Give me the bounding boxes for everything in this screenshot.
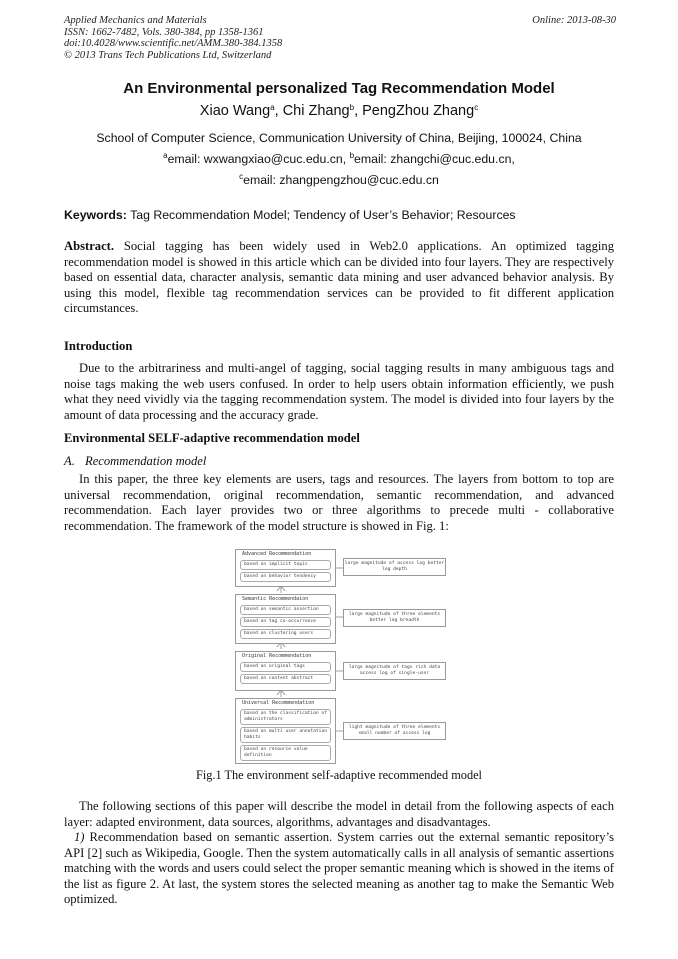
algorithm-item: based on content abstract [240, 674, 331, 684]
item-number: 1) [74, 830, 85, 844]
layer-title: Semantic Recommendaion [242, 596, 309, 602]
abstract [64, 239, 614, 317]
figure-caption: Fig.1 The environment self-adaptive recommended model [196, 768, 482, 782]
email: email: zhangchi@cuc.edu.cn, [354, 152, 515, 166]
author-mark: b [349, 103, 355, 112]
online-date: Online: 2013-08-30 [532, 15, 616, 26]
algorithm-item: based on clustering users [240, 629, 331, 639]
journal-header [64, 15, 282, 61]
following-paragraph: The following sections of this paper will describe the model in detail from the following aspects of each layer: adapted environment, data sources, algorithms, advantages and disadvantages. [64, 799, 614, 829]
doi-line: doi:10.4028/www.scientific.net/AMM.380-384.1358 [64, 38, 283, 49]
intro-paragraph: Due to the arbitrariness and multi-angel of tagging, social tagging results in many ambiguous tags and noise tags making the web users confused. In order to help users obtain information efficiently, we push what they need vividly via the tagging recommendation system. The model is divided into four layers by the amount of data processing and the accuracy grade. [64, 361, 614, 422]
email-line-2 [0, 173, 678, 187]
author-name: Chi Zhang [282, 103, 350, 119]
algorithm-item: based on original tags [240, 662, 331, 672]
layer-note: light magnitude of three elements small number of access log [343, 722, 446, 740]
layer-advanced [235, 549, 336, 587]
figure-1 [230, 545, 450, 765]
item-text: Recommendation based on semantic assertion. System carries out the external semantic repository’s API [2] such as Wikipedia, Google. Then the system automatically calls in all analysis of semantic assertions matching with the words and users could select the proper semantic meaning which is showed in the items of the list as figure 2. At last, the system stores the selected meaning as another tag to make the Semantic Web optimized. [64, 830, 614, 907]
subsection-heading [64, 454, 206, 469]
subsection-title: Recommendation model [85, 454, 207, 468]
layer-original [235, 651, 336, 691]
algorithm-item: based on the classification of administrators [240, 709, 331, 725]
author-list: Xiao Wang$^a$, Chi Zhang$^b$, PengZhou Zhang$^c$ [199, 103, 479, 119]
author-mark: a [270, 103, 275, 112]
journal-name: Applied Mechanics and Materials [64, 15, 207, 26]
algorithm-item: based on multi user annotation habits [240, 727, 331, 743]
layer-note: large magnitude of tags rich data access log of single-user [343, 662, 446, 680]
issn-line: ISSN: 1662-7482, Vols. 380-384, pp 1358-1361 [64, 26, 264, 38]
abstract-label: Abstract. [64, 239, 115, 253]
keywords [64, 208, 516, 222]
affiliation: School of Computer Science, Communication University of China, Beijing, 100024, China [96, 131, 582, 145]
algorithm-item: based on behavior tendency [240, 572, 331, 582]
email-mark: a [163, 151, 168, 160]
algorithm-item: based on semantic assertion [240, 605, 331, 615]
layer-note: large magnitude of three elements better log breadth [343, 609, 446, 627]
paper-title: An Environmental personalized Tag Recommendation Model [123, 80, 555, 97]
numbered-item-1 [64, 830, 614, 908]
email-mark: b [349, 151, 355, 160]
keywords-label: Keywords: [64, 208, 127, 222]
author-mark: c [474, 103, 479, 112]
layer-title: Universal Recommendation [242, 700, 315, 706]
layer-semantic [235, 594, 336, 644]
keywords-text: Tag Recommendation Model; Tendency of User’s Behavior; Resources [130, 208, 516, 222]
layer-title: Advanced Recommendation [242, 551, 312, 557]
algorithm-item: based on tag co-occurrence [240, 617, 331, 627]
section-paragraph: In this paper, the three key elements are users, tags and resources. The layers from bottom to top are universal recommendation, original recommendation, semantic recommendation, and advanced recommendation. Each layer provides two or three algorithms to precede multi - collaborative recommendation. The framework of the model structure is showed in Fig. 1: [64, 472, 614, 533]
algorithm-item: based on resource value definition [240, 745, 331, 761]
layer-universal [235, 698, 336, 764]
email: email: wxwangxiao@cuc.edu.cn, [167, 152, 347, 166]
section-heading: Environmental SELF-adaptive recommendation model [64, 431, 360, 445]
email: email: zhangpengzhou@cuc.edu.cn [243, 173, 439, 187]
algorithm-item: based on implicit topic [240, 560, 331, 570]
email-line-1 [0, 152, 678, 166]
layer-note: large magnitude of access log better log depth [343, 558, 446, 576]
email-mark: c [239, 172, 244, 181]
abstract-text: Social tagging has been widely used in Web2.0 applications. An optimized tagging recommendation model is showed in this article which can be divided into four layers. They are respectively based on essential data, character analysis, semantic data mining and user advanced behavior analysis. By using this model, flexible tag recommendation services can be provided to fit different application circumstances. [64, 239, 614, 316]
copyright-line: © 2013 Trans Tech Publications Ltd, Switzerland [64, 49, 272, 61]
author-name: PengZhou Zhang [362, 103, 475, 119]
layer-title: Original Recommendation [242, 653, 312, 659]
subsection-number: A. [64, 454, 75, 468]
author-name: Xiao Wang [199, 103, 271, 119]
intro-heading: Introduction [64, 339, 133, 353]
